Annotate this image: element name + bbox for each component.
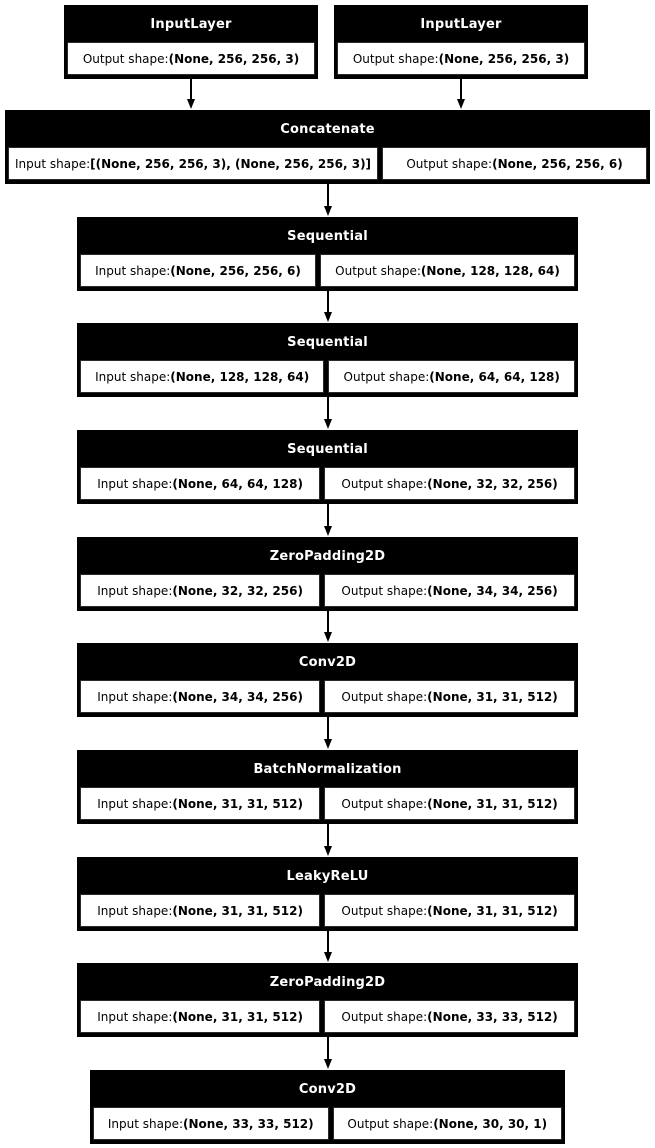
shape-value: (None, 128, 128, 64) bbox=[420, 263, 560, 278]
layer-title: Sequential bbox=[287, 441, 368, 457]
shape-label: Output shape: bbox=[341, 1009, 428, 1024]
edge-sequential1-to-sequential2 bbox=[323, 291, 332, 322]
input-shape-cell bbox=[80, 680, 320, 713]
node-body bbox=[78, 574, 577, 610]
edge-line bbox=[327, 504, 329, 526]
layer-title: Conv2D bbox=[298, 654, 357, 670]
shape-label: Output shape: bbox=[341, 689, 428, 704]
node-zero-padding2d-2 bbox=[77, 963, 578, 1037]
layer-title: BatchNormalization bbox=[253, 761, 402, 777]
layer-title: ZeroPadding2D bbox=[269, 974, 386, 990]
shape-label: Input shape: bbox=[97, 689, 173, 704]
output-shape-cell bbox=[382, 147, 647, 180]
output-shape-cell bbox=[324, 787, 575, 820]
shape-value: (None, 31, 31, 512) bbox=[427, 689, 558, 704]
output-shape-cell bbox=[324, 894, 575, 927]
layer-title: ZeroPadding2D bbox=[269, 548, 386, 564]
node-conv2d-2 bbox=[90, 1070, 565, 1144]
shape-value: (None, 128, 128, 64) bbox=[170, 369, 310, 384]
arrowhead-icon bbox=[324, 952, 332, 962]
output-shape-cell bbox=[337, 42, 585, 75]
shape-value: [(None, 256, 256, 3), (None, 256, 256, 3)] bbox=[90, 156, 372, 171]
shape-value: (None, 33, 33, 512) bbox=[183, 1116, 314, 1131]
edge-input1-to-concatenate bbox=[186, 79, 195, 109]
shape-label: Output shape: bbox=[341, 903, 428, 918]
node-leaky-relu bbox=[77, 857, 578, 931]
edge-sequential3-to-zeropadding1 bbox=[323, 504, 332, 536]
edge-zeropadding1-to-conv1 bbox=[323, 611, 332, 642]
shape-value: (None, 34, 34, 256) bbox=[427, 583, 558, 598]
arrowhead-icon bbox=[324, 206, 332, 216]
node-body bbox=[78, 467, 577, 503]
arrowhead-icon bbox=[324, 419, 332, 429]
arrowhead-icon bbox=[324, 312, 332, 322]
shape-value: (None, 32, 32, 256) bbox=[172, 583, 303, 598]
shape-label: Output shape: bbox=[343, 369, 430, 384]
output-shape-cell bbox=[328, 360, 575, 393]
shape-label: Input shape: bbox=[107, 1116, 184, 1131]
arrowhead-icon bbox=[187, 99, 195, 109]
input-shape-cell bbox=[8, 147, 378, 180]
shape-label: Input shape: bbox=[97, 476, 173, 491]
arrowhead-icon bbox=[457, 99, 465, 109]
shape-value: (None, 31, 31, 512) bbox=[172, 796, 303, 811]
shape-value: (None, 30, 30, 1) bbox=[433, 1116, 548, 1131]
node-body bbox=[65, 42, 317, 78]
node-sequential-2 bbox=[77, 323, 578, 397]
shape-label: Output shape: bbox=[335, 263, 421, 278]
edge-line bbox=[327, 931, 329, 952]
arrowhead-icon bbox=[324, 632, 332, 642]
arrowhead-icon bbox=[324, 1059, 332, 1069]
input-shape-cell bbox=[80, 894, 320, 927]
shape-label: Output shape: bbox=[82, 51, 169, 66]
node-conv2d-1 bbox=[77, 643, 578, 717]
arrowhead-icon bbox=[324, 846, 332, 856]
node-zero-padding2d-1 bbox=[77, 537, 578, 611]
layer-title: Sequential bbox=[287, 334, 368, 350]
shape-label: Output shape: bbox=[406, 156, 493, 171]
arrowhead-icon bbox=[324, 526, 332, 536]
node-body bbox=[78, 787, 577, 823]
shape-value: (None, 34, 34, 256) bbox=[172, 689, 303, 704]
input-shape-cell bbox=[80, 1000, 320, 1033]
input-shape-cell bbox=[80, 467, 320, 500]
shape-label: Output shape: bbox=[341, 796, 428, 811]
edge-line bbox=[327, 717, 329, 739]
edge-zeropadding2-to-conv2 bbox=[323, 1037, 332, 1069]
shape-label: Input shape: bbox=[15, 156, 91, 171]
edge-leakyrelu-to-zeropadding2 bbox=[323, 931, 332, 962]
node-body bbox=[78, 254, 577, 290]
node-body bbox=[91, 1107, 564, 1143]
shape-value: (None, 256, 256, 3) bbox=[438, 51, 570, 66]
edge-conv1-to-batchnorm bbox=[323, 717, 332, 749]
edge-concatenate-to-sequential1 bbox=[323, 184, 332, 216]
layer-title: InputLayer bbox=[150, 16, 232, 32]
shape-label: Output shape: bbox=[341, 476, 428, 491]
node-sequential-3 bbox=[77, 430, 578, 504]
shape-value: (None, 64, 64, 128) bbox=[429, 369, 560, 384]
layer-title: Conv2D bbox=[298, 1081, 357, 1097]
shape-label: Output shape: bbox=[352, 51, 439, 66]
layer-title: LeakyReLU bbox=[286, 868, 369, 884]
shape-value: (None, 256, 256, 6) bbox=[170, 263, 301, 278]
node-body bbox=[78, 680, 577, 716]
node-body bbox=[78, 1000, 577, 1036]
shape-value: (None, 64, 64, 128) bbox=[172, 476, 303, 491]
layer-title: Concatenate bbox=[280, 121, 375, 137]
input-shape-cell bbox=[80, 254, 316, 287]
edge-line bbox=[190, 79, 192, 99]
node-body bbox=[335, 42, 587, 78]
shape-label: Input shape: bbox=[97, 1009, 173, 1024]
node-input-layer-1 bbox=[64, 5, 318, 79]
edge-line bbox=[327, 397, 329, 419]
shape-label: Input shape: bbox=[97, 903, 173, 918]
edge-sequential2-to-sequential3 bbox=[323, 397, 332, 429]
node-body bbox=[78, 360, 577, 396]
output-shape-cell bbox=[67, 42, 315, 75]
shape-value: (None, 32, 32, 256) bbox=[427, 476, 558, 491]
edge-line bbox=[327, 1037, 329, 1059]
node-body bbox=[6, 147, 649, 183]
input-shape-cell bbox=[80, 787, 320, 820]
edge-input2-to-concatenate bbox=[456, 79, 465, 109]
input-shape-cell bbox=[80, 360, 324, 393]
shape-label: Output shape: bbox=[341, 583, 428, 598]
shape-label: Input shape: bbox=[95, 263, 171, 278]
shape-value: (None, 31, 31, 512) bbox=[427, 796, 558, 811]
shape-value: (None, 31, 31, 512) bbox=[172, 1009, 303, 1024]
node-batch-normalization bbox=[77, 750, 578, 824]
shape-label: Input shape: bbox=[97, 796, 173, 811]
shape-value: (None, 256, 256, 6) bbox=[492, 156, 623, 171]
input-shape-cell bbox=[80, 574, 320, 607]
edge-line bbox=[327, 291, 329, 312]
shape-label: Input shape: bbox=[95, 369, 171, 384]
output-shape-cell bbox=[324, 574, 575, 607]
edge-batchnorm-to-leakyrelu bbox=[323, 824, 332, 856]
shape-value: (None, 33, 33, 512) bbox=[427, 1009, 558, 1024]
output-shape-cell bbox=[324, 467, 575, 500]
node-input-layer-2 bbox=[334, 5, 588, 79]
output-shape-cell bbox=[324, 1000, 575, 1033]
edge-line bbox=[327, 184, 329, 206]
shape-value: (None, 31, 31, 512) bbox=[427, 903, 558, 918]
shape-value: (None, 31, 31, 512) bbox=[172, 903, 303, 918]
edge-line bbox=[327, 611, 329, 632]
shape-label: Output shape: bbox=[347, 1116, 434, 1131]
shape-label: Input shape: bbox=[97, 583, 173, 598]
node-body bbox=[78, 894, 577, 930]
edge-line bbox=[327, 824, 329, 846]
output-shape-cell bbox=[333, 1107, 562, 1140]
input-shape-cell bbox=[93, 1107, 329, 1140]
node-sequential-1 bbox=[77, 217, 578, 291]
layer-title: InputLayer bbox=[420, 16, 502, 32]
output-shape-cell bbox=[320, 254, 575, 287]
arrowhead-icon bbox=[324, 739, 332, 749]
node-concatenate bbox=[5, 110, 650, 184]
layer-title: Sequential bbox=[287, 228, 368, 244]
shape-value: (None, 256, 256, 3) bbox=[168, 51, 300, 66]
output-shape-cell bbox=[324, 680, 575, 713]
edge-line bbox=[460, 79, 462, 99]
